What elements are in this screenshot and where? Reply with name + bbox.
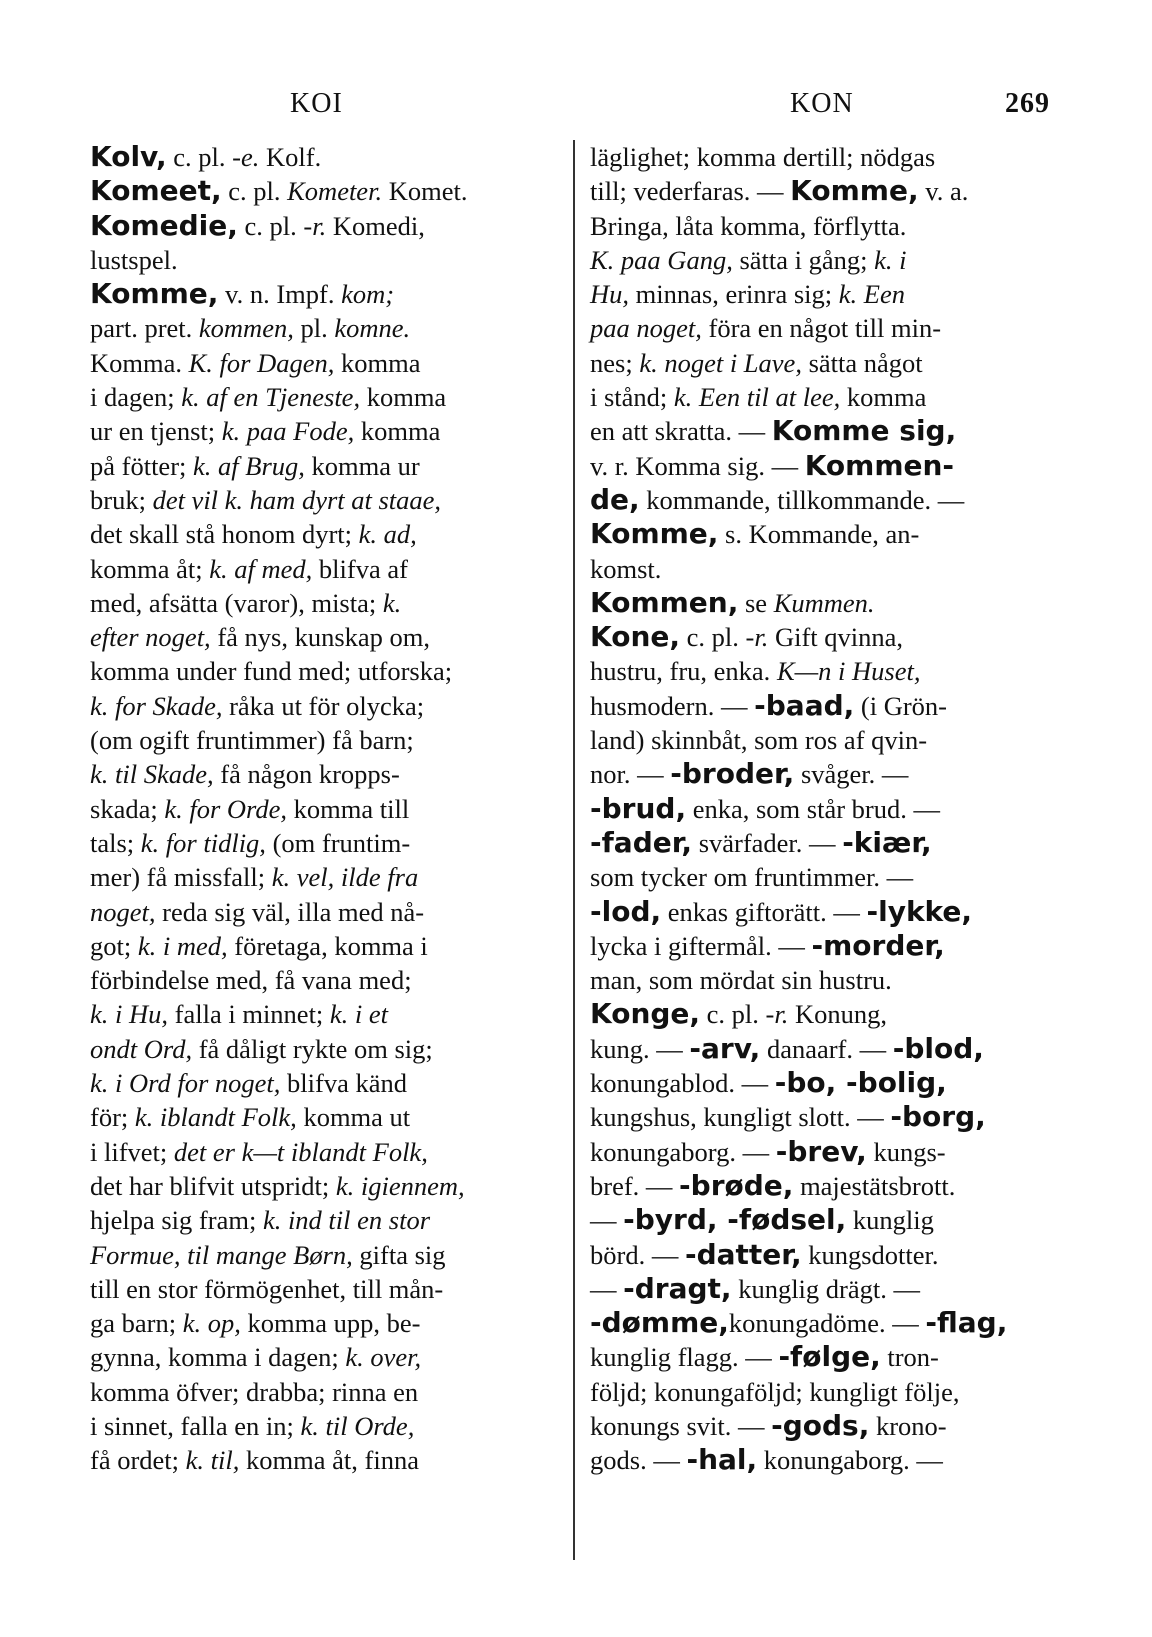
text-segment: med, afsätta (varor), mista;: [90, 587, 383, 618]
text-segment: v. a.: [918, 176, 969, 207]
text-segment: enkas giftorätt. —: [661, 896, 867, 927]
text-line: [590, 1169, 1060, 1203]
text-segment: majestätsbrott.: [793, 1170, 956, 1201]
text-segment: kung. —: [590, 1033, 690, 1064]
text-line: [590, 1100, 1060, 1134]
text-line: [590, 414, 1060, 448]
text-segment: gifta sig: [352, 1239, 446, 1270]
headword: Konge,: [590, 997, 701, 1031]
text-segment: gods. —: [590, 1445, 687, 1476]
text-line: [90, 689, 560, 723]
text-segment: Komma.: [90, 347, 189, 378]
text-segment: kungs-: [866, 1136, 946, 1167]
text-segment: komma: [354, 416, 441, 447]
text-line: [590, 1375, 1060, 1409]
italic-phrase: Formue, til mange Børn,: [90, 1239, 353, 1270]
text-segment: tron-: [880, 1342, 939, 1373]
italic-phrase: k. igiennem,: [335, 1170, 465, 1201]
italic-phrase: k. af en Tjeneste,: [181, 382, 361, 413]
column-divider: [573, 140, 575, 1560]
left-column: [90, 140, 560, 1478]
italic-phrase: kommen,: [198, 313, 294, 344]
text-segment: gynna, komma i dagen;: [90, 1342, 346, 1373]
text-line: [590, 243, 1060, 277]
text-segment: reda sig väl, illa med nå-: [155, 896, 425, 927]
text-line: [90, 1203, 560, 1237]
text-segment: få någon kropps-: [213, 759, 400, 790]
text-line: [590, 1306, 1060, 1340]
text-segment: börd. —: [590, 1239, 685, 1270]
text-line: [590, 895, 1060, 929]
text-segment: komma till: [287, 793, 410, 824]
headword: -gods,: [771, 1408, 870, 1442]
headword: -morder,: [811, 928, 945, 962]
text-line: [90, 449, 560, 483]
text-segment: som tycker om fruntimmer. —: [590, 862, 914, 893]
headword: Kommen-: [804, 448, 955, 482]
text-segment: till; vederfaras. —: [590, 176, 791, 207]
text-line: [590, 140, 1060, 174]
text-segment: c. pl.: [221, 176, 288, 207]
headword: -hal,: [686, 1443, 758, 1477]
headword: Komme,: [590, 517, 719, 551]
text-segment: got;: [90, 930, 138, 961]
headword: -brud,: [590, 791, 687, 825]
italic-phrase: k. iblandt Folk,: [134, 1102, 297, 1133]
text-line: [90, 1443, 560, 1477]
headword: -kiær,: [842, 825, 932, 859]
text-segment: nes;: [590, 347, 640, 378]
text-line: [590, 1135, 1060, 1169]
italic-phrase: paa noget,: [590, 313, 702, 344]
text-line: [90, 860, 560, 894]
text-segment: förbindelse med, få vana med;: [90, 965, 412, 996]
headword: -baad,: [754, 688, 855, 722]
text-segment: för;: [90, 1102, 135, 1133]
italic-phrase: k. til Orde,: [300, 1410, 415, 1441]
text-segment: blifva af: [312, 553, 408, 584]
text-segment: få ordet;: [90, 1445, 186, 1476]
text-segment: i stånd;: [590, 382, 674, 413]
text-line: [90, 346, 560, 380]
italic-phrase: k. for tidlig,: [140, 827, 266, 858]
text-segment: följd; konungaföljd; kungligt följe,: [590, 1376, 960, 1407]
text-segment: falla i minnet;: [168, 999, 330, 1030]
headword: -fader,: [590, 825, 693, 859]
headword: de,: [590, 482, 640, 516]
text-line: [590, 552, 1060, 586]
text-line: [590, 963, 1060, 997]
italic-phrase: k. ind til en stor: [262, 1205, 431, 1236]
text-segment: komma upp, be-: [240, 1308, 421, 1339]
text-segment: sätta i gång;: [732, 244, 875, 275]
headword: Komeet,: [90, 174, 222, 208]
text-line: [590, 586, 1060, 620]
headword: -datter,: [684, 1237, 802, 1271]
italic-phrase: efter noget,: [90, 622, 211, 653]
text-segment: s. Kommande, an-: [718, 519, 920, 550]
italic-phrase: K. paa Gang,: [590, 244, 733, 275]
text-line: [90, 140, 560, 174]
text-segment: konungaborg. —: [590, 1136, 776, 1167]
text-line: [590, 517, 1060, 551]
italic-phrase: k. i et: [329, 999, 389, 1030]
text-segment: kunglig flagg. —: [590, 1342, 779, 1373]
text-segment: krono-: [869, 1410, 947, 1441]
text-segment: (om fruntim-: [265, 827, 411, 858]
text-segment: Kolf.: [259, 142, 322, 172]
text-segment: lustspel.: [90, 244, 178, 275]
text-segment: hustru, fru, enka.: [590, 656, 777, 687]
left-guide-word: KOI: [290, 88, 343, 119]
text-line: [90, 1238, 560, 1272]
text-line: [90, 997, 560, 1031]
right-column: [590, 140, 1060, 1478]
text-segment: konungadöme. —: [728, 1308, 926, 1339]
text-segment: komma ut: [296, 1102, 411, 1133]
text-line: [590, 929, 1060, 963]
text-line: [590, 209, 1060, 243]
text-segment: sätta något: [801, 347, 923, 378]
text-line: [90, 654, 560, 688]
text-segment: en att skratta. —: [590, 416, 772, 447]
text-segment: (om ogift fruntimmer) få barn;: [90, 725, 414, 756]
text-line: [90, 483, 560, 517]
text-line: [90, 209, 560, 243]
text-line: [590, 346, 1060, 380]
text-segment: minnas, erinra sig;: [629, 279, 839, 310]
text-line: [90, 1032, 560, 1066]
text-line: [90, 1306, 560, 1340]
text-segment: —: [590, 1205, 624, 1236]
headword: -dømme,: [590, 1306, 729, 1340]
text-line: [90, 963, 560, 997]
italic-phrase: k. af med,: [209, 553, 313, 584]
text-segment: Komedi,: [326, 210, 425, 241]
text-segment: svåger. —: [794, 759, 909, 790]
text-line: [590, 757, 1060, 791]
text-line: [90, 1135, 560, 1169]
text-segment: komma åt;: [90, 553, 210, 584]
text-line: [90, 174, 560, 208]
text-segment: se: [738, 587, 774, 618]
text-segment: konungablod. —: [590, 1068, 775, 1099]
headword: Komme sig,: [771, 414, 957, 448]
headword: -borg,: [890, 1100, 986, 1134]
text-line: [90, 1169, 560, 1203]
italic-phrase: k. i: [874, 244, 907, 275]
headword: -bo, -bolig,: [774, 1066, 947, 1100]
text-line: [590, 1203, 1060, 1237]
right-guide-word: KON: [790, 88, 854, 119]
italic-phrase: Hu,: [590, 279, 630, 310]
headword: Kone,: [590, 620, 681, 654]
text-segment: c. pl.: [237, 210, 304, 241]
text-segment: komma: [840, 382, 927, 413]
text-segment: lycka i giftermål. —: [590, 930, 812, 961]
text-line: [590, 1066, 1060, 1100]
text-line: [590, 311, 1060, 345]
italic-phrase: k. Een til at lee,: [673, 382, 841, 413]
text-segment: konungs svit. —: [590, 1410, 772, 1441]
headword: Kolv,: [90, 140, 167, 173]
text-line: [590, 654, 1060, 688]
text-line: [590, 1272, 1060, 1306]
text-segment: kungshus, kungligt slott. —: [590, 1102, 891, 1133]
text-segment: ur en tjenst;: [90, 416, 222, 447]
italic-phrase: K—n i Huset,: [776, 656, 921, 687]
text-line: [90, 1272, 560, 1306]
italic-phrase: k. op,: [182, 1308, 241, 1339]
text-segment: Komet.: [382, 176, 468, 207]
text-segment: nor. —: [590, 759, 671, 790]
text-line: [590, 723, 1060, 757]
text-segment: hjelpa sig fram;: [90, 1205, 263, 1236]
text-line: [590, 1409, 1060, 1443]
text-line: [90, 757, 560, 791]
text-line: [590, 380, 1060, 414]
text-segment: bruk;: [90, 484, 153, 515]
text-line: [90, 380, 560, 414]
text-segment: Bringa, låta komma, förflytta.: [590, 210, 907, 241]
headword: Kommen,: [590, 585, 739, 619]
italic-phrase: k. for Orde,: [164, 793, 287, 824]
text-segment: komma ur: [304, 450, 420, 481]
text-line: [90, 414, 560, 448]
italic-phrase: k. ad,: [358, 519, 417, 550]
text-segment: råka ut för olycka;: [222, 690, 425, 721]
italic-phrase: det vil k. ham dyrt at staae,: [152, 484, 442, 515]
italic-phrase: -r.: [765, 999, 789, 1030]
headword: -lod,: [590, 894, 662, 928]
headword: -blod,: [892, 1031, 984, 1065]
text-segment: det skall stå honom dyrt;: [90, 519, 359, 550]
text-line: [590, 1443, 1060, 1477]
text-segment: komma: [334, 347, 421, 378]
text-segment: ga barn;: [90, 1308, 183, 1339]
italic-phrase: k. Een: [838, 279, 905, 310]
headword: -broder,: [670, 757, 795, 791]
text-segment: företaga, komma i: [227, 930, 428, 961]
text-line: [90, 311, 560, 345]
italic-phrase: komne.: [334, 313, 411, 344]
italic-phrase: noget,: [90, 896, 156, 927]
text-segment: komma: [360, 382, 447, 413]
text-segment: kungsdotter.: [801, 1239, 939, 1270]
text-segment: enka, som står brud. —: [686, 793, 941, 824]
text-segment: pl.: [293, 313, 335, 344]
headword: -arv,: [689, 1031, 761, 1065]
text-line: [590, 997, 1060, 1031]
italic-phrase: -r.: [303, 210, 327, 241]
text-segment: blifva känd: [280, 1068, 407, 1099]
italic-phrase: K. for Dagen,: [188, 347, 335, 378]
text-segment: c. pl.: [166, 142, 233, 172]
italic-phrase: k. paa Fode,: [221, 416, 355, 447]
italic-phrase: -r.: [745, 622, 769, 653]
text-segment: c. pl.: [680, 622, 746, 653]
text-segment: land) skinnbåt, som ros af qvin-: [590, 725, 928, 756]
text-segment: v. r. Komma sig. —: [590, 450, 805, 481]
text-line: [590, 1238, 1060, 1272]
text-segment: —: [590, 1273, 624, 1304]
text-segment: danaarf. —: [760, 1033, 893, 1064]
text-segment: komma öfver; drabba; rinna en: [90, 1376, 419, 1407]
text-line: [590, 1032, 1060, 1066]
text-line: [590, 174, 1060, 208]
italic-phrase: k. af Brug,: [193, 450, 305, 481]
text-line: [90, 586, 560, 620]
text-line: [90, 1100, 560, 1134]
text-line: [590, 1340, 1060, 1374]
text-segment: part. pret.: [90, 313, 199, 344]
text-line: [90, 552, 560, 586]
page-number: 269: [1005, 88, 1050, 119]
italic-phrase: k. i med,: [137, 930, 228, 961]
text-segment: kunglig: [846, 1205, 934, 1236]
italic-phrase: kom;: [341, 279, 395, 310]
text-line: [90, 517, 560, 551]
text-segment: komma åt, finna: [239, 1445, 419, 1476]
text-line: [90, 826, 560, 860]
italic-phrase: k. til,: [185, 1445, 240, 1476]
italic-phrase: k.: [382, 587, 402, 618]
headword: -flag,: [925, 1306, 1008, 1340]
headword: -byrd, -fødsel,: [623, 1203, 847, 1237]
text-segment: husmodern. —: [590, 690, 755, 721]
headword: Komme,: [90, 277, 219, 311]
text-line: [90, 1409, 560, 1443]
text-line: [590, 689, 1060, 723]
italic-phrase: k. over,: [345, 1342, 422, 1373]
text-line: [90, 620, 560, 654]
headword: -følge,: [778, 1340, 881, 1374]
italic-phrase: k. til Skade,: [90, 759, 214, 790]
text-segment: läglighet; komma dertill; nödgas: [590, 142, 936, 172]
headword: -dragt,: [623, 1271, 732, 1305]
text-line: [590, 792, 1060, 826]
text-segment: mer) få missfall;: [90, 862, 272, 893]
text-segment: v. n. Impf.: [218, 279, 342, 310]
text-segment: Konung,: [788, 999, 888, 1030]
text-line: [90, 723, 560, 757]
text-segment: tals;: [90, 827, 141, 858]
italic-phrase: k. noget i Lave,: [639, 347, 802, 378]
headword: -brøde,: [679, 1168, 794, 1202]
text-segment: i lifvet;: [90, 1136, 174, 1167]
headword: -brev,: [775, 1134, 867, 1168]
text-line: [90, 1375, 560, 1409]
text-segment: kunglig drägt. —: [731, 1273, 920, 1304]
italic-phrase: Kummen.: [773, 587, 875, 618]
italic-phrase: ondt Ord,: [90, 1033, 193, 1064]
text-line: [590, 449, 1060, 483]
italic-phrase: k. i Ord for noget,: [90, 1068, 281, 1099]
text-line: [90, 1340, 560, 1374]
text-line: [590, 277, 1060, 311]
text-segment: konungaborg. —: [757, 1445, 943, 1476]
text-segment: kommande, tillkommande. —: [639, 484, 965, 515]
text-segment: komst.: [590, 553, 662, 584]
text-segment: man, som mördat sin hustru.: [590, 965, 892, 996]
text-segment: till en stor förmögenhet, till mån-: [90, 1273, 444, 1304]
italic-phrase: -e.: [232, 142, 260, 172]
text-segment: föra en något till min-: [701, 313, 942, 344]
text-line: [590, 620, 1060, 654]
headword: Komedie,: [90, 208, 238, 242]
italic-phrase: k. i Hu,: [90, 999, 169, 1030]
text-segment: svärfader. —: [692, 827, 843, 858]
text-segment: skada;: [90, 793, 165, 824]
italic-phrase: Kometer.: [287, 176, 383, 207]
text-line: [590, 826, 1060, 860]
headword: Komme,: [790, 174, 919, 208]
text-segment: på fötter;: [90, 450, 194, 481]
text-segment: det har blifvit utspridt;: [90, 1170, 336, 1201]
running-header: [90, 88, 1050, 128]
text-line: [90, 243, 560, 277]
text-segment: i dagen;: [90, 382, 182, 413]
text-line: [90, 895, 560, 929]
text-segment: få dåligt rykte om sig;: [192, 1033, 433, 1064]
text-segment: få nys, kunskap om,: [210, 622, 431, 653]
text-line: [590, 483, 1060, 517]
text-segment: i sinnet, falla en in;: [90, 1410, 301, 1441]
text-line: [90, 929, 560, 963]
italic-phrase: det er k—t iblandt Folk,: [173, 1136, 428, 1167]
text-line: [90, 792, 560, 826]
italic-phrase: k. for Skade,: [90, 690, 223, 721]
text-line: [90, 1066, 560, 1100]
text-segment: c. pl.: [700, 999, 766, 1030]
text-segment: Gift qvinna,: [768, 622, 904, 653]
text-segment: bref. —: [590, 1170, 680, 1201]
headword: -lykke,: [866, 894, 973, 928]
text-segment: komma under fund med; utforska;: [90, 656, 453, 687]
text-line: [90, 277, 560, 311]
text-segment: (i Grön-: [854, 690, 948, 721]
italic-phrase: k. vel, ilde fra: [271, 862, 419, 893]
text-line: [590, 860, 1060, 894]
